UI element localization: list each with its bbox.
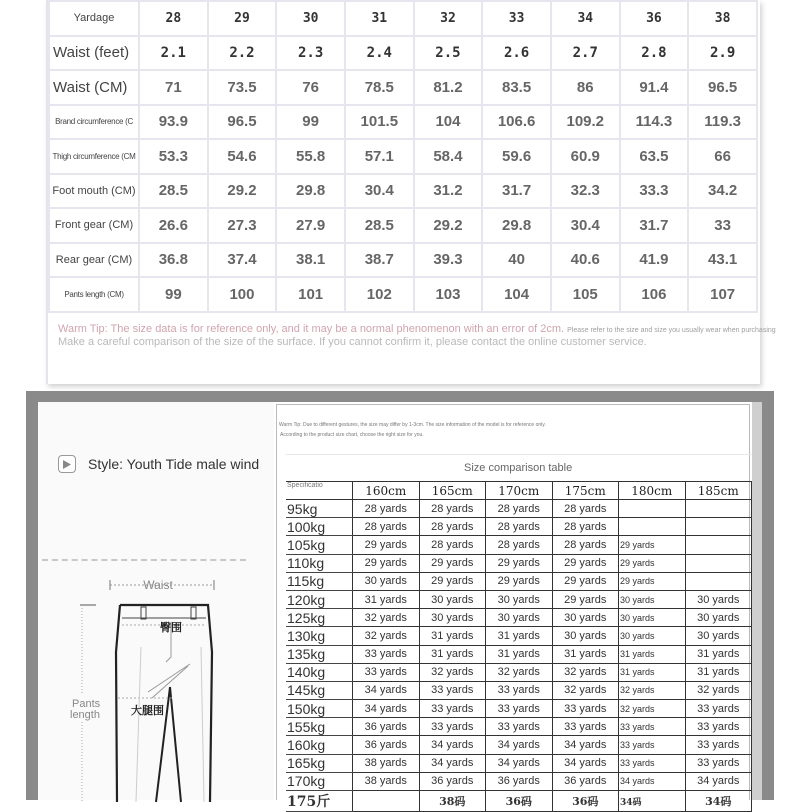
size-cell: 34码 xyxy=(619,791,686,812)
size-cell: 33 yards xyxy=(619,754,686,772)
size-cell: 34 yards xyxy=(419,754,486,772)
size-value-cell: 106.6 xyxy=(482,105,551,140)
size-cell: 34 yards xyxy=(353,681,420,699)
size-cell: 36 yards xyxy=(353,736,420,754)
size-row xyxy=(49,243,757,278)
size-value-cell: 104 xyxy=(414,105,483,140)
size-cell: 28 yards xyxy=(419,518,486,536)
warm-tip-line2: Make a careful comparison of the size of the surface. If you cannot confirm it, please contact the online customer service. xyxy=(58,336,647,348)
size-cell: 33 yards xyxy=(353,645,420,663)
style-row xyxy=(58,455,259,473)
size-cell: 31 yards xyxy=(685,645,752,663)
size-value-cell: 101.5 xyxy=(345,105,414,140)
size-cell: 34 yards xyxy=(486,736,553,754)
size-value-cell: 53.3 xyxy=(139,139,208,174)
size-cell: 32 yards xyxy=(353,627,420,645)
size-value-cell: 91.4 xyxy=(620,70,689,105)
size-value-cell: 73.5 xyxy=(208,70,277,105)
size-header-cell: 36 xyxy=(620,1,689,36)
size-value-cell: 55.8 xyxy=(276,139,345,174)
pants-length-label-2: length xyxy=(70,709,100,721)
size-cell: 30 yards xyxy=(353,572,420,590)
size-cell xyxy=(685,500,752,518)
size-cell: 34 yards xyxy=(552,736,619,754)
size-value-cell: 30.4 xyxy=(345,174,414,209)
size-cell xyxy=(685,536,752,554)
height-header-cell: 185cm xyxy=(685,482,752,500)
weight-label: 155kg xyxy=(286,718,353,736)
size-cell: 29 yards xyxy=(552,554,619,572)
size-value-cell: 2.7 xyxy=(551,36,620,71)
waist-label: Waist xyxy=(143,578,173,592)
size-cell: 28 yards xyxy=(419,536,486,554)
size-cell: 36码 xyxy=(552,791,619,812)
size-row-label: Foot mouth (CM) xyxy=(49,174,139,209)
size-cell: 36 yards xyxy=(353,718,420,736)
size-cell: 28 yards xyxy=(486,518,553,536)
size-header-cell: 31 xyxy=(345,1,414,36)
size-value-cell: 2.3 xyxy=(276,36,345,71)
comparison-row xyxy=(286,663,752,681)
size-value-cell: 34.2 xyxy=(688,174,757,209)
size-cell: 30 yards xyxy=(486,590,553,608)
size-header-row xyxy=(49,1,757,36)
height-header-cell: 175cm xyxy=(552,482,619,500)
size-value-cell: 105 xyxy=(551,277,620,312)
comparison-row xyxy=(286,572,752,590)
size-cell xyxy=(685,572,752,590)
pants-length-label-1: Pants xyxy=(72,698,101,710)
size-cell: 28 yards xyxy=(353,500,420,518)
size-cell: 34 yards xyxy=(486,754,553,772)
size-value-cell: 2.8 xyxy=(620,36,689,71)
size-value-cell: 99 xyxy=(139,277,208,312)
size-row xyxy=(49,139,757,174)
size-cell: 31 yards xyxy=(486,645,553,663)
size-cell: 32 yards xyxy=(419,663,486,681)
size-cell: 36 yards xyxy=(419,772,486,790)
model-size-frame xyxy=(26,391,774,810)
size-cell: 28 yards xyxy=(353,518,420,536)
size-header-cell: 32 xyxy=(414,1,483,36)
comparison-row xyxy=(286,645,752,663)
size-value-cell: 31.7 xyxy=(482,174,551,209)
size-chart-panel xyxy=(46,0,776,384)
size-value-cell: 86 xyxy=(551,70,620,105)
weight-label: 100kg xyxy=(286,518,353,536)
size-cell xyxy=(685,518,752,536)
size-cell: 28 yards xyxy=(486,536,553,554)
size-cell: 31 yards xyxy=(619,663,686,681)
size-cell: 30 yards xyxy=(419,609,486,627)
size-value-cell: 54.6 xyxy=(208,139,277,174)
size-value-cell: 28.5 xyxy=(345,208,414,243)
height-header-cell: 180cm xyxy=(619,482,686,500)
size-value-cell: 38.1 xyxy=(276,243,345,278)
size-cell: 34 yards xyxy=(619,772,686,790)
size-value-cell: 76 xyxy=(276,70,345,105)
comparison-tip-line2: According to the product size chart, choose the right size for you. xyxy=(280,432,424,438)
size-cell: 31 yards xyxy=(685,663,752,681)
weight-label: 145kg xyxy=(286,681,353,699)
size-cell: 33 yards xyxy=(685,718,752,736)
size-comparison-panel xyxy=(274,402,762,810)
size-value-cell: 40.6 xyxy=(551,243,620,278)
size-cell: 36码 xyxy=(486,791,553,812)
style-label: Style: Youth Tide male wind xyxy=(88,456,260,472)
size-cell: 36 yards xyxy=(486,772,553,790)
size-row xyxy=(49,36,757,71)
size-value-cell: 38.7 xyxy=(345,243,414,278)
weight-label: 125kg xyxy=(286,609,353,627)
size-cell: 33 yards xyxy=(685,736,752,754)
size-cell: 30 yards xyxy=(619,590,686,608)
size-value-cell: 29.8 xyxy=(482,208,551,243)
size-cell: 29 yards xyxy=(619,536,686,554)
size-cell: 29 yards xyxy=(419,554,486,572)
size-value-cell: 93.9 xyxy=(139,105,208,140)
size-value-cell: 96.5 xyxy=(688,70,757,105)
size-cell: 29 yards xyxy=(419,572,486,590)
height-header-cell: 165cm xyxy=(419,482,486,500)
size-cell: 30 yards xyxy=(552,609,619,627)
size-row xyxy=(49,277,757,312)
size-cell: 33 yards xyxy=(419,718,486,736)
size-cell: 28 yards xyxy=(552,518,619,536)
size-value-cell: 2.1 xyxy=(139,36,208,71)
size-cell: 30 yards xyxy=(552,627,619,645)
size-cell: 30 yards xyxy=(685,590,752,608)
hip-label: 臀围 xyxy=(160,621,182,634)
pants-diagram xyxy=(38,562,274,802)
size-cell: 32 yards xyxy=(619,681,686,699)
size-value-cell: 99 xyxy=(276,105,345,140)
size-cell: 29 yards xyxy=(486,572,553,590)
size-value-cell: 39.3 xyxy=(414,243,483,278)
warm-tip-text: Warm Tip: The size data is for reference only, and it may be a normal phenomenon with an error of 2cm. xyxy=(58,323,565,335)
size-cell: 28 yards xyxy=(552,500,619,518)
comparison-row xyxy=(286,536,752,554)
size-cell: 31 yards xyxy=(419,645,486,663)
size-cell: 30 yards xyxy=(685,627,752,645)
size-cell: 34 yards xyxy=(419,736,486,754)
size-cell: 30 yards xyxy=(419,590,486,608)
size-cell: 33 yards xyxy=(685,754,752,772)
size-header-cell: 38 xyxy=(688,1,757,36)
weight-label: 160kg xyxy=(286,736,353,754)
size-cell: 33 yards xyxy=(419,700,486,718)
size-cell: 33 yards xyxy=(486,718,553,736)
size-cell: 32 yards xyxy=(486,663,553,681)
size-comparison-table xyxy=(286,454,752,812)
weight-label: 115kg xyxy=(286,572,353,590)
size-header-cell: 28 xyxy=(139,1,208,36)
size-cell: 38 yards xyxy=(353,772,420,790)
size-value-cell: 43.1 xyxy=(688,243,757,278)
size-value-cell: 30.4 xyxy=(551,208,620,243)
size-value-cell: 29.2 xyxy=(414,208,483,243)
height-header-cell: 170cm xyxy=(486,482,553,500)
size-cell: 33 yards xyxy=(486,700,553,718)
weight-label: 165kg xyxy=(286,754,353,772)
spec-header: Specificatio xyxy=(286,482,353,500)
size-cell: 33 yards xyxy=(419,681,486,699)
size-cell: 34 yards xyxy=(353,700,420,718)
size-cell: 29 yards xyxy=(353,536,420,554)
size-row xyxy=(49,70,757,105)
size-cell: 30 yards xyxy=(619,627,686,645)
size-value-cell: 59.6 xyxy=(482,139,551,174)
size-cell: 32 yards xyxy=(619,700,686,718)
size-cell: 30 yards xyxy=(619,609,686,627)
size-cell: 34 yards xyxy=(552,754,619,772)
size-value-cell: 71 xyxy=(139,70,208,105)
comparison-title: Size comparison table xyxy=(286,455,752,482)
size-cell: 28 yards xyxy=(419,500,486,518)
size-cell: 31 yards xyxy=(419,627,486,645)
weight-label: 175斤 xyxy=(286,791,353,812)
size-value-cell: 83.5 xyxy=(482,70,551,105)
weight-label: 170kg xyxy=(286,772,353,790)
weight-label: 130kg xyxy=(286,627,353,645)
size-value-cell: 40 xyxy=(482,243,551,278)
size-row xyxy=(49,174,757,209)
size-value-cell: 101 xyxy=(276,277,345,312)
size-cell: 33 yards xyxy=(353,663,420,681)
size-header-cell: 30 xyxy=(276,1,345,36)
size-value-cell: 36.8 xyxy=(139,243,208,278)
size-cell: 29 yards xyxy=(619,554,686,572)
size-value-cell: 104 xyxy=(482,277,551,312)
size-cell: 32 yards xyxy=(353,609,420,627)
size-cell: 31 yards xyxy=(486,627,553,645)
comparison-row xyxy=(286,681,752,699)
size-value-cell: 32.3 xyxy=(551,174,620,209)
size-row xyxy=(49,208,757,243)
size-value-cell: 33.3 xyxy=(620,174,689,209)
comparison-row xyxy=(286,791,752,812)
size-value-cell: 63.5 xyxy=(620,139,689,174)
size-cell: 33 yards xyxy=(619,718,686,736)
size-cell: 33 yards xyxy=(552,700,619,718)
size-chart-table xyxy=(48,0,758,313)
height-header-cell: 160cm xyxy=(353,482,420,500)
size-cell: 28 yards xyxy=(552,536,619,554)
comparison-tip-line1: Warm Tip: Due to different gestures, the size may differ by 1-3cm. The size information of the model is for reference only. xyxy=(279,422,546,428)
size-value-cell: 60.9 xyxy=(551,139,620,174)
comparison-row xyxy=(286,590,752,608)
size-cell: 32 yards xyxy=(685,681,752,699)
size-cell: 32 yards xyxy=(552,681,619,699)
size-value-cell: 2.9 xyxy=(688,36,757,71)
size-header-cell: 34 xyxy=(551,1,620,36)
size-cell: 38 yards xyxy=(353,754,420,772)
size-cell: 38码 xyxy=(419,791,486,812)
size-cell: 29 yards xyxy=(552,590,619,608)
size-value-cell: 78.5 xyxy=(345,70,414,105)
size-cell: 31 yards xyxy=(353,590,420,608)
comparison-row xyxy=(286,754,752,772)
size-cell: 31 yards xyxy=(619,645,686,663)
divider-dashed xyxy=(42,559,246,561)
size-value-cell: 2.6 xyxy=(482,36,551,71)
size-value-cell: 31.2 xyxy=(414,174,483,209)
weight-label: 110kg xyxy=(286,554,353,572)
size-value-cell: 81.2 xyxy=(414,70,483,105)
size-value-cell: 107 xyxy=(688,277,757,312)
size-value-cell: 103 xyxy=(414,277,483,312)
size-cell xyxy=(685,554,752,572)
size-row-label: Front gear (CM) xyxy=(49,208,139,243)
size-row-label: Waist (CM) xyxy=(49,70,139,105)
size-row xyxy=(49,105,757,140)
size-cell: 29 yards xyxy=(486,554,553,572)
size-value-cell: 119.3 xyxy=(688,105,757,140)
size-row-label: Brand circumference (C xyxy=(49,105,139,140)
size-header-cell: 33 xyxy=(482,1,551,36)
weight-label: 135kg xyxy=(286,645,353,663)
size-cell: 28 yards xyxy=(486,500,553,518)
warm-tip-overlap-text: Please refer to the size and size you usually wear when purchasing xyxy=(567,327,776,334)
comparison-row xyxy=(286,718,752,736)
size-cell xyxy=(353,791,420,812)
size-value-cell: 41.9 xyxy=(620,243,689,278)
comparison-row xyxy=(286,700,752,718)
size-cell xyxy=(619,500,686,518)
size-value-cell: 2.2 xyxy=(208,36,277,71)
size-row-label: Thigh circumference (CM xyxy=(49,139,139,174)
size-cell: 34 yards xyxy=(685,772,752,790)
size-value-cell: 29.2 xyxy=(208,174,277,209)
comparison-row xyxy=(286,736,752,754)
size-row-label: Rear gear (CM) xyxy=(49,243,139,278)
yardage-header: Yardage xyxy=(49,1,139,36)
size-cell: 33 yards xyxy=(486,681,553,699)
weight-label: 120kg xyxy=(286,590,353,608)
size-value-cell: 27.9 xyxy=(276,208,345,243)
comparison-title-row xyxy=(286,455,752,482)
size-value-cell: 28.5 xyxy=(139,174,208,209)
weight-label: 95kg xyxy=(286,500,353,518)
size-cell: 29 yards xyxy=(552,572,619,590)
size-cell: 29 yards xyxy=(353,554,420,572)
comparison-row xyxy=(286,518,752,536)
size-cell: 31 yards xyxy=(552,645,619,663)
size-cell: 33 yards xyxy=(552,718,619,736)
size-row-label: Waist (feet) xyxy=(49,36,139,71)
size-cell: 30 yards xyxy=(685,609,752,627)
height-header-row xyxy=(286,482,752,500)
size-cell: 36 yards xyxy=(552,772,619,790)
weight-label: 105kg xyxy=(286,536,353,554)
comparison-row xyxy=(286,554,752,572)
size-value-cell: 58.4 xyxy=(414,139,483,174)
size-value-cell: 33 xyxy=(688,208,757,243)
size-value-cell: 100 xyxy=(208,277,277,312)
size-cell: 33 yards xyxy=(685,700,752,718)
model-panel xyxy=(38,402,274,800)
size-value-cell: 102 xyxy=(345,277,414,312)
weight-label: 150kg xyxy=(286,700,353,718)
size-row-label: Pants length (CM) xyxy=(49,277,139,312)
size-value-cell: 31.7 xyxy=(620,208,689,243)
size-value-cell: 37.4 xyxy=(208,243,277,278)
size-value-cell: 27.3 xyxy=(208,208,277,243)
size-cell: 34码 xyxy=(685,791,752,812)
comparison-row xyxy=(286,609,752,627)
size-value-cell: 57.1 xyxy=(345,139,414,174)
size-cell: 30 yards xyxy=(486,609,553,627)
size-value-cell: 114.3 xyxy=(620,105,689,140)
comparison-row xyxy=(286,500,752,518)
size-header-cell: 29 xyxy=(208,1,277,36)
size-cell: 32 yards xyxy=(552,663,619,681)
size-value-cell: 2.4 xyxy=(345,36,414,71)
size-value-cell: 96.5 xyxy=(208,105,277,140)
size-value-cell: 26.6 xyxy=(139,208,208,243)
size-cell: 29 yards xyxy=(619,572,686,590)
comparison-row xyxy=(286,772,752,790)
size-cell xyxy=(619,518,686,536)
size-value-cell: 106 xyxy=(620,277,689,312)
size-value-cell: 109.2 xyxy=(551,105,620,140)
size-value-cell: 66 xyxy=(688,139,757,174)
size-cell: 33 yards xyxy=(619,736,686,754)
weight-label: 140kg xyxy=(286,663,353,681)
comparison-row xyxy=(286,627,752,645)
size-value-cell: 29.8 xyxy=(276,174,345,209)
size-value-cell: 2.5 xyxy=(414,36,483,71)
play-icon[interactable] xyxy=(58,455,76,473)
thigh-label: 大腿围 xyxy=(131,704,164,717)
